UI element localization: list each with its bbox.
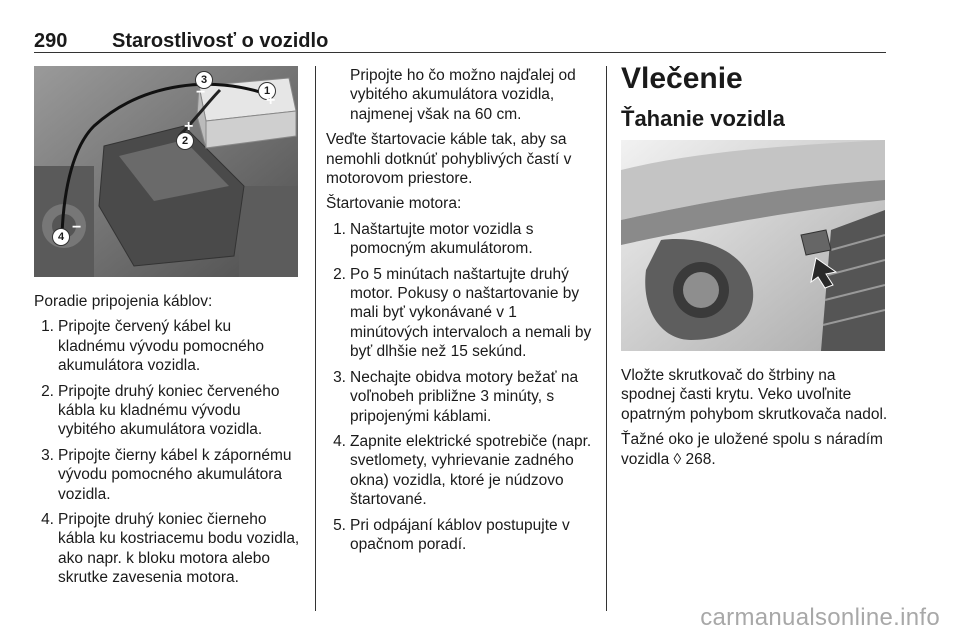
chapter-title: Starostlivosť o vozidlo — [112, 30, 329, 52]
list-item: 2. Pripojte druhý koniec červeného kábla ku kladnému vývodu vybitého akumulátora vozidla. — [41, 382, 280, 439]
step-continuation: Pripojte ho čo možno najďalej od vybitého akumulátora vozidla, najmenej však na 60 cm. — [350, 67, 576, 123]
watermark: carmanualsonline.info — [700, 604, 940, 631]
towing-eye-cover-figure — [621, 140, 885, 351]
page-header — [34, 30, 886, 52]
callout-4: 4 — [52, 228, 70, 246]
right-column-text — [621, 366, 889, 475]
column-divider-right — [606, 66, 607, 611]
cable-order-list — [34, 317, 302, 587]
list-item: 1. Naštartujte motor vozidla s pomocným akumulátorom. — [333, 220, 534, 258]
list-item: 5. Pri odpájaní káblov postupujte v opačnom poradí. — [333, 516, 570, 553]
towing-eye-location: Ťažné oko je uložené spolu s náradím vozidla ◊ 268. — [621, 431, 883, 468]
cable-order-intro: Poradie pripojenia káblov: — [34, 293, 213, 310]
list-item: 4. Zapnite elektrické spotrebiče (napr. svetlomety, vyhrievanie zadného okna) vozidla, ktoré je núdzovo štartované. — [333, 432, 592, 509]
plus-sign-2: + — [184, 118, 194, 135]
page-number: 290 — [34, 30, 68, 52]
engine-start-intro: Štartovanie motora: — [326, 195, 462, 213]
middle-column — [326, 66, 594, 560]
list-item: 2. Po 5 minútach naštartujte druhý motor. Pokusy o naštartovanie by mali byť vykonávané v 1 minútových intervaloch a nemali by byť dlhšie než 15 sekúnd. — [333, 265, 592, 361]
subsection-heading: Ťahanie vozidla — [621, 106, 785, 131]
header-rule — [34, 52, 886, 53]
callout-2: 2 — [176, 132, 194, 150]
plus-sign-1: + — [266, 92, 276, 109]
list-item: 3. Nechajte obidva motory bežať na voľnobeh približne 3 minúty, s pripojenými káblami. — [333, 368, 579, 425]
list-item: 4. Pripojte druhý koniec čierneho kábla ku kostriacemu bodu vozidla, ako napr. k bloku motora alebo skrutke zavesenia motora. — [41, 511, 300, 587]
list-item: 1. Pripojte červený kábel ku kladnému vývodu pomocného akumulátora vozidla. — [41, 318, 264, 375]
engine-start-list — [326, 220, 594, 555]
list-item: 3. Pripojte čierny kábel k zápornému vývodu pomocného akumulátora vozidla. — [41, 446, 292, 503]
left-column — [34, 292, 302, 594]
battery-illustration — [34, 66, 298, 277]
bumper-illustration — [621, 140, 885, 351]
column-divider-left — [315, 66, 316, 611]
callout-3: 3 — [195, 71, 213, 89]
callout-1: 1 — [258, 82, 276, 100]
minus-sign-4: − — [72, 219, 82, 236]
cable-routing-note: Veďte štartovacie káble tak, aby sa nemohli dotknúť pohyblivých častí v motorovom priestore. — [326, 131, 572, 188]
cover-removal-instruction: Vložte skrutkovač do štrbiny na spodnej časti krytu. Veko uvoľnite opatrným pohybom skrutkovača nadol. — [621, 367, 888, 423]
section-heading: Vlečenie — [621, 62, 743, 95]
minus-sign-3: − — [196, 84, 206, 101]
battery-jump-start-figure — [34, 66, 298, 277]
